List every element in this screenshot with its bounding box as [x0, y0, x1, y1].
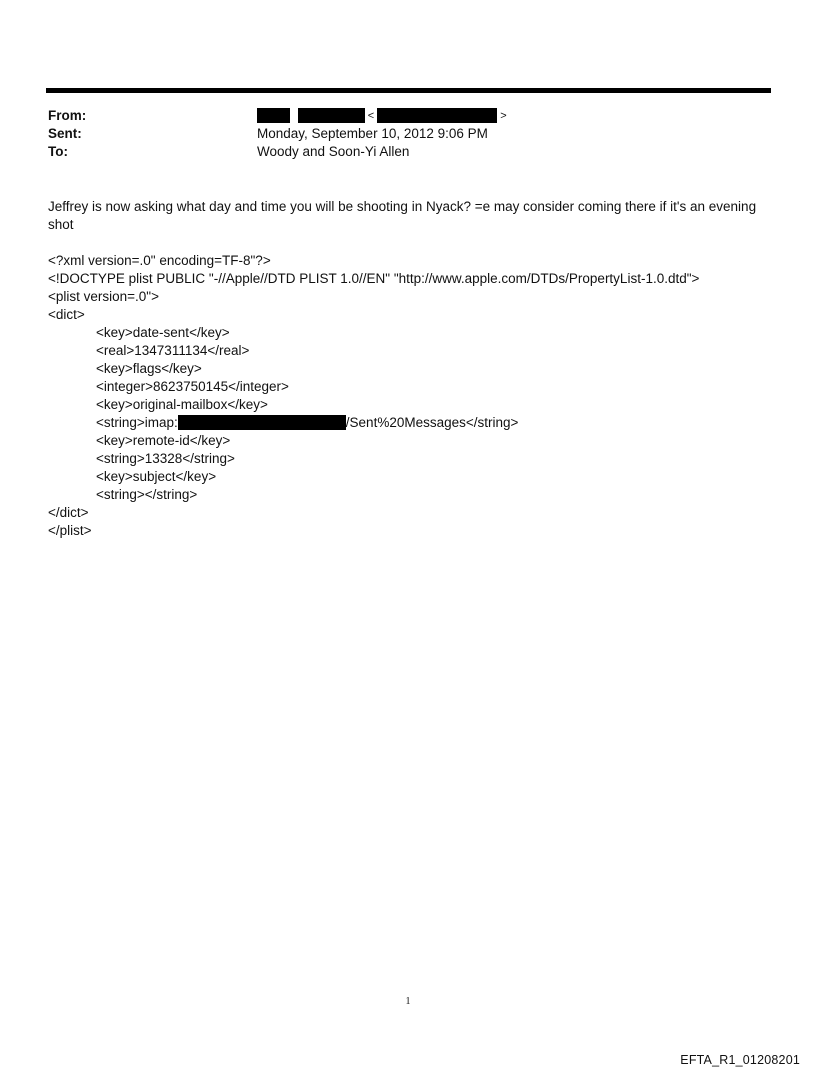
document-id: EFTA_R1_01208201 [680, 1053, 800, 1067]
to-value: Woody and Soon-Yi Allen [257, 144, 410, 159]
xml-line: <key>original-mailbox</key> [96, 397, 268, 412]
xml-line: <key>date-sent</key> [96, 325, 230, 340]
xml-line: <string>13328</string> [96, 451, 235, 466]
sent-label: Sent: [48, 126, 82, 141]
xml-line-redacted [96, 414, 518, 432]
sent-row [48, 125, 768, 143]
xml-string-prefix: <string>imap: [96, 415, 178, 430]
xml-line: <key>subject</key> [96, 469, 217, 484]
to-row [48, 143, 768, 161]
sent-value: Monday, September 10, 2012 9:06 PM [257, 126, 488, 141]
header-rule [46, 88, 771, 93]
email-open-bracket: < [367, 110, 375, 122]
redaction-block [257, 108, 290, 123]
xml-line: <dict> [48, 307, 85, 322]
xml-line: <!DOCTYPE plist PUBLIC "-//Apple//DTD PLIST 1.0//EN" "http://www.apple.com/DTDs/PropertyList-1.0.dtd"> [48, 271, 700, 286]
redaction-block [298, 108, 365, 123]
xml-string-suffix: /Sent%20Messages</string> [345, 415, 519, 430]
from-row [48, 107, 768, 125]
message-body: Jeffrey is now asking what day and time you will be shooting in Nyack? =e may consider coming there if it's an evening shot [48, 199, 757, 232]
xml-line: <key>remote-id</key> [96, 433, 231, 448]
xml-line: <integer>8623750145</integer> [96, 379, 289, 394]
xml-line: </plist> [48, 523, 92, 538]
from-label: From: [48, 108, 87, 123]
page-number: 1 [405, 996, 411, 1007]
xml-line: <real>1347311134</real> [96, 343, 250, 358]
xml-line: <key>flags</key> [96, 361, 202, 376]
xml-line: <?xml version=.0" encoding=TF-8"?> [48, 253, 271, 268]
from-value [257, 107, 510, 125]
xml-line: </dict> [48, 505, 89, 520]
xml-line: <string></string> [96, 487, 198, 502]
redaction-block [377, 108, 497, 123]
email-close-bracket: > [500, 110, 507, 122]
redaction-block [178, 415, 346, 430]
to-label: To: [48, 144, 68, 159]
xml-line: <plist version=.0"> [48, 289, 159, 304]
